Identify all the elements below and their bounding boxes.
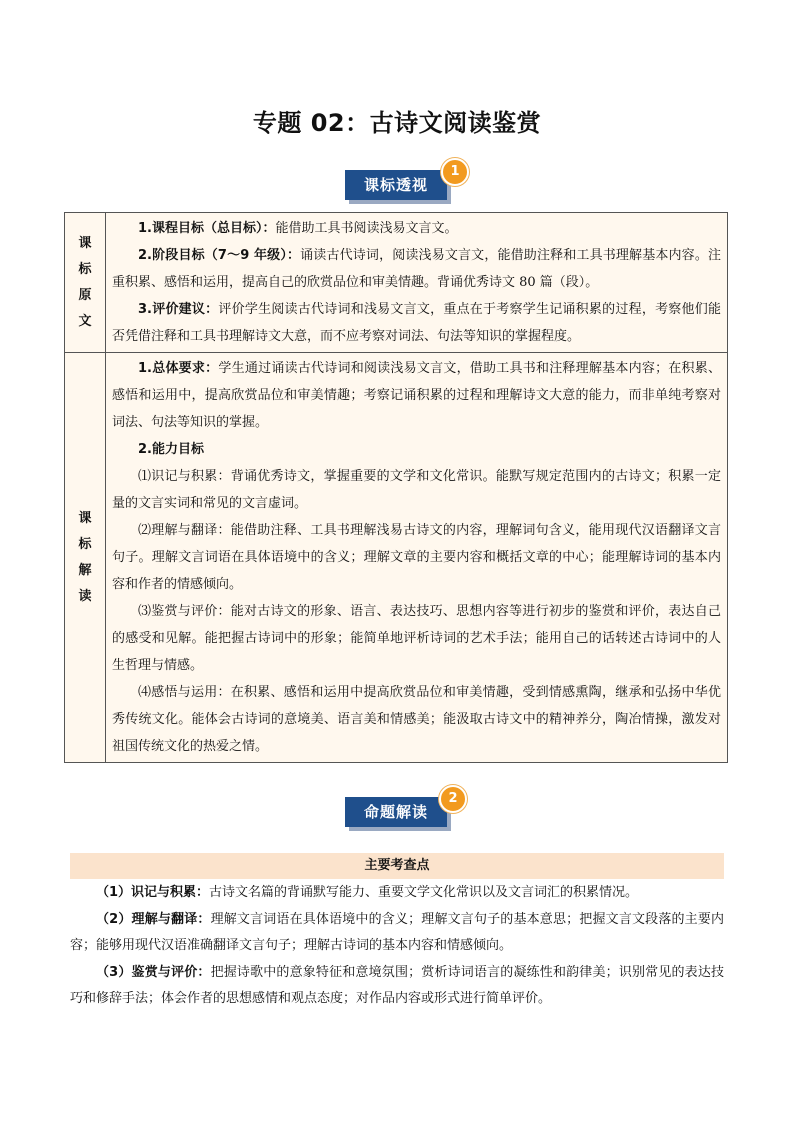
section-banner-label: 课标透视	[363, 176, 428, 194]
key-points-list	[70, 880, 724, 1013]
paragraph: 2.能力目标	[138, 442, 204, 457]
table-row	[65, 213, 728, 353]
key-points-header: 主要考查点	[70, 853, 724, 879]
list-item: （3）鉴赏与评价：把握诗歌中的意象特征和意境氛围；赏析诗词语言的凝练性和韵律美；识别常见的表达技巧和修辞手法；体会作者的思想感情和观点态度；对作品内容或形式进行简单评价。	[70, 964, 724, 1006]
number-badge-icon: 1	[441, 158, 469, 186]
section-banner-label: 命题解读	[363, 803, 428, 821]
row-label-original: 课 标 原 文	[65, 213, 106, 353]
row-content-original	[106, 213, 728, 353]
section-banner-curriculum	[345, 170, 447, 200]
paragraph: ⑷感悟与运用：在积累、感悟和运用中提高欣赏品位和审美情趣，受到情感熏陶，继承和弘扬中华优秀传统文化。能体会古诗词的意境美、语言美和情感美；能汲取古诗文中的精神养分，陶冶情操，激发对祖国传统文化的热爱之情。	[112, 685, 721, 754]
list-item: （1）识记与积累：古诗文名篇的背诵默写能力、重要文学文化常识以及文言词汇的积累情况。	[96, 885, 639, 900]
paragraph: 1.总体要求：学生通过诵读古代诗词和阅读浅易文言文，借助工具书和注释理解基本内容；在积累、感悟和运用中，提高欣赏品位和审美情趣；考察记诵积累的过程和理解诗文大意的能力，而非单纯考察对词法、句法等知识的掌握。	[112, 361, 721, 430]
paragraph: ⑶鉴赏与评价：能对古诗文的形象、语言、表达技巧、思想内容等进行初步的鉴赏和评价，表达自己的感受和见解。能把握古诗词中的形象；能简单地评析诗词的艺术手法；能用自己的话转述古诗词中的人生哲理与情感。	[112, 604, 721, 673]
page-title: 专题 02：古诗文阅读鉴赏	[252, 109, 542, 137]
row-label-interpretation: 课 标 解 读	[65, 353, 106, 763]
paragraph: 1.课程目标（总目标）：能借助工具书阅读浅易文言文。	[138, 221, 458, 236]
number-badge-icon: 2	[439, 785, 467, 813]
row-content-interpretation	[106, 353, 728, 763]
paragraph: 2.阶段目标（7～9 年级）：诵读古代诗词，阅读浅易文言文，能借助注释和工具书理解基本内容。注重积累、感悟和运用，提高自己的欣赏品位和审美情趣。背诵优秀诗文 80 篇（段）。	[112, 248, 721, 290]
list-item: （2）理解与翻译：理解文言词语在具体语境中的含义；理解文言句子的基本意思；把握文言文段落的主要内容；能够用现代汉语准确翻译文言句子；理解古诗词的基本内容和情感倾向。	[70, 911, 724, 953]
section-banner-interpretation	[345, 797, 447, 827]
table-row	[65, 353, 728, 763]
paragraph: ⑴识记与积累：背诵优秀诗文，掌握重要的文学和文化常识。能默写规定范围内的古诗文；积累一定量的文言实词和常见的文言虚词。	[112, 469, 721, 511]
curriculum-table	[64, 212, 728, 763]
paragraph: ⑵理解与翻译：能借助注释、工具书理解浅易古诗文的内容，理解词句含义，能用现代汉语翻译文言句子。理解文言词语在具体语境中的含义；理解文章的主要内容和概括文章的中心；能理解诗词的基本内容和作者的情感倾向。	[112, 523, 721, 592]
paragraph: 3.评价建议：评价学生阅读古代诗词和浅易文言文，重点在于考察学生记诵积累的过程，考察他们能否凭借注释和工具书理解诗文大意，而不应考察对词法、句法等知识的掌握程度。	[112, 302, 721, 344]
